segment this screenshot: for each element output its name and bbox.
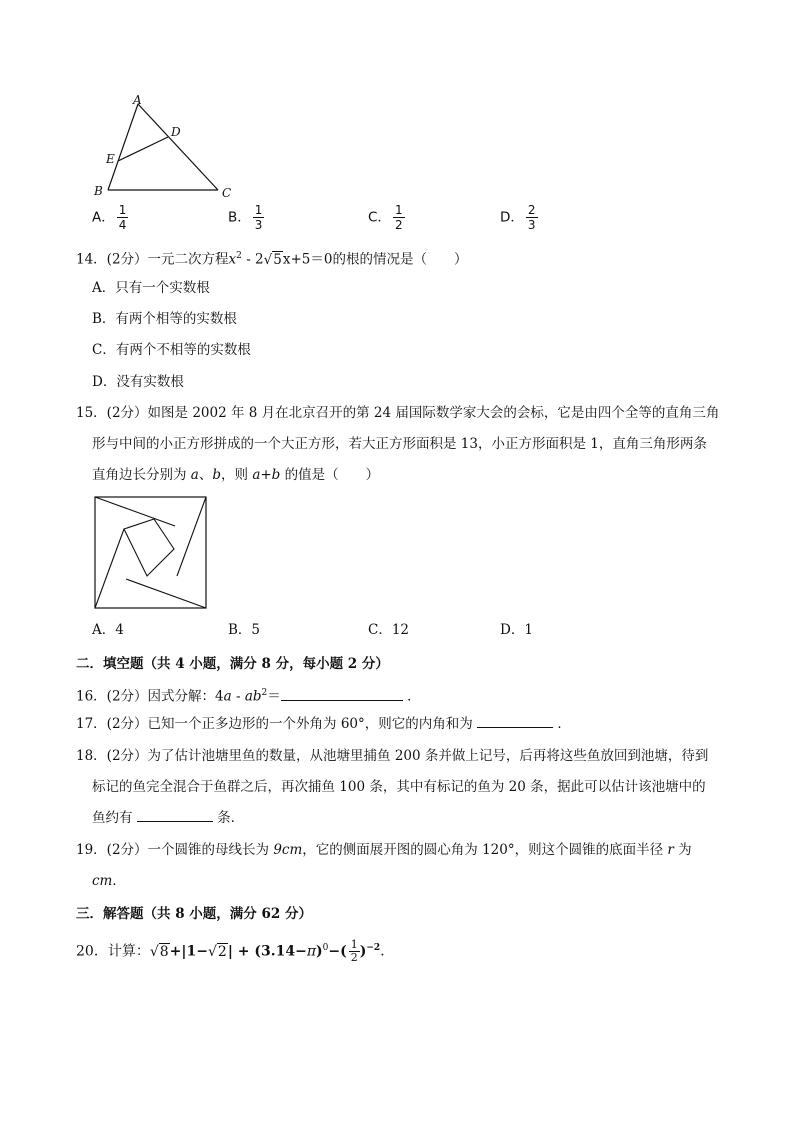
- q18-line1: 18．(2分）为了估计池塘里鱼的数量，从池塘里捕鱼 200 条并做上记号，后再将这些鱼放回到池塘，待到: [76, 748, 709, 764]
- pi-symbol: π: [306, 943, 317, 960]
- q14-option-c: C．有两个不相等的实数根: [92, 342, 251, 358]
- period: ．: [402, 688, 421, 705]
- triangle-edge: [177, 497, 206, 576]
- q13-option-b: [228, 203, 264, 232]
- q19-line1: [76, 840, 692, 860]
- q15-text: 直角边长分别为: [92, 467, 191, 483]
- option-letter: A．: [92, 209, 115, 226]
- q19-text: 为: [673, 842, 692, 858]
- section-2-heading: 二．填空题（共 4 小题，满分 8 分，每小题 2 分）: [76, 656, 389, 672]
- q20-expr: +|1−: [169, 943, 208, 960]
- numerator: 1: [394, 203, 403, 217]
- q18-line2: 标记的鱼完全混合于鱼群之后，再次捕鱼 100 条，其中有标记的鱼为 20 条，据此可以估计该池塘中的: [92, 779, 706, 795]
- answer-blank[interactable]: [281, 688, 403, 701]
- option-letter: B．: [228, 209, 251, 226]
- q18-text: 鱼约有: [92, 810, 133, 826]
- q15-option-c: C．12: [368, 622, 410, 638]
- q13-option-d: [500, 203, 538, 232]
- q15-option-d: D．1: [500, 622, 533, 638]
- triangle-edge: [95, 529, 124, 608]
- fraction: [526, 203, 538, 232]
- q13-option-c: [368, 203, 405, 232]
- q15-option-a: A．4: [92, 622, 124, 638]
- expr-a-plus-b: a+b: [252, 467, 281, 483]
- fraction: [349, 939, 360, 964]
- var-x: x: [228, 251, 237, 268]
- label-e: E: [106, 152, 115, 166]
- q18-text: 条．: [212, 810, 245, 826]
- exponent: 2: [236, 251, 242, 261]
- q14-option-b: B．有两个相等的实数根: [92, 311, 237, 327]
- option-letter: D．: [500, 209, 524, 226]
- exponent: 2: [261, 688, 268, 698]
- q15-text: 的值是（ ）: [280, 467, 380, 483]
- answer-blank[interactable]: [137, 809, 213, 822]
- sqrt-symbol: √8: [149, 943, 169, 960]
- q14-option-d: D．没有实数根: [92, 374, 184, 390]
- unit-cm: cm: [92, 873, 113, 889]
- radicand: 5: [273, 251, 282, 268]
- radicand: 8: [159, 943, 169, 960]
- var-a: a: [223, 688, 232, 705]
- label-b: B: [94, 184, 103, 198]
- numerator: 1: [254, 203, 263, 217]
- q18-line3: [92, 808, 244, 828]
- minus: -: [231, 688, 245, 705]
- q15-line2: 形与中间的小正方形拼成的一个大正方形，若大正方形面积是 13，小正方形面积是 1，直角三角形两条: [92, 436, 707, 452]
- triangle-edge: [126, 579, 206, 608]
- q14-coef: - 2: [241, 251, 264, 268]
- q19-line2: [92, 871, 126, 891]
- equals: ＝: [267, 688, 281, 705]
- exponent: 0: [322, 943, 329, 953]
- q20-expr: −(: [328, 943, 347, 960]
- pinwheel-square-figure: [94, 496, 208, 610]
- period: ．: [112, 873, 126, 889]
- answer-blank[interactable]: [477, 715, 553, 728]
- q19-text: ，它的侧面展开图的圆心角为 120°，则这个圆锥的底面半径: [302, 842, 668, 858]
- label-d: D: [171, 125, 181, 139]
- sqrt-symbol: √2: [207, 943, 227, 960]
- var-r: r: [667, 842, 674, 858]
- q20-expr: ): [316, 943, 323, 960]
- q14-prefix: 14．(2分）一元二次方程: [76, 251, 229, 268]
- q17: [76, 714, 571, 734]
- denominator: 3: [254, 218, 263, 232]
- fraction: [117, 203, 129, 232]
- numerator: 1: [118, 203, 127, 217]
- denominator: 4: [118, 218, 127, 232]
- inner-square: [124, 519, 174, 576]
- unit-9cm: 9cm: [273, 842, 303, 858]
- q14-suffix: x+5＝0的根的情况是（ ）: [282, 251, 468, 268]
- q15-option-b: B．5: [228, 622, 261, 638]
- period: ．: [380, 943, 395, 960]
- sqrt-symbol: √5: [263, 251, 282, 268]
- outer-square: [95, 497, 206, 608]
- q13-option-a: [92, 203, 128, 232]
- fraction: [253, 203, 265, 232]
- var-b: b: [212, 467, 222, 483]
- label-c: C: [222, 186, 232, 200]
- section-3-heading: 三．解答题（共 8 小题，满分 62 分）: [76, 906, 312, 922]
- q20-expr: | + (3.14−: [227, 943, 307, 960]
- numerator: 2: [527, 203, 536, 217]
- q15-line1: 15．(2分）如图是 2002 年 8 月在北京召开的第 24 届国际数学家大会的会标，它是由四个全等的直角三角: [76, 405, 720, 421]
- var-a: a: [190, 467, 199, 483]
- var-ab: ab: [244, 688, 262, 705]
- q17-text: 17．(2分）已知一个正多边形的一个外角为 60°，则它的内角和为: [76, 716, 473, 732]
- side-ab: [108, 104, 138, 190]
- q16: [76, 683, 421, 707]
- denominator: 2: [394, 218, 403, 232]
- option-letter: C．: [368, 209, 391, 226]
- q20-prefix: 20．计算：: [76, 943, 150, 960]
- triangle-edge: [95, 497, 175, 526]
- denominator: 2: [350, 951, 358, 965]
- q14-option-a: A．只有一个实数根: [92, 280, 210, 296]
- radicand: 2: [217, 943, 227, 960]
- q19-text: 19．(2分）一个圆锥的母线长为: [76, 842, 274, 858]
- q20-expr: ): [359, 943, 367, 960]
- fraction: [393, 203, 405, 232]
- q14-stem: [76, 246, 467, 270]
- label-a: A: [133, 93, 142, 107]
- q15-text: ，则: [221, 467, 253, 483]
- numerator: 1: [350, 938, 358, 952]
- side-ac: [138, 104, 218, 190]
- exponent: −2: [366, 943, 381, 953]
- q16-prefix: 16．(2分）因式分解：4: [76, 688, 224, 705]
- q20: [76, 938, 394, 964]
- denominator: 3: [527, 218, 536, 232]
- period: ．: [553, 716, 571, 732]
- separator: 、: [198, 467, 213, 483]
- q15-line3: [92, 465, 379, 485]
